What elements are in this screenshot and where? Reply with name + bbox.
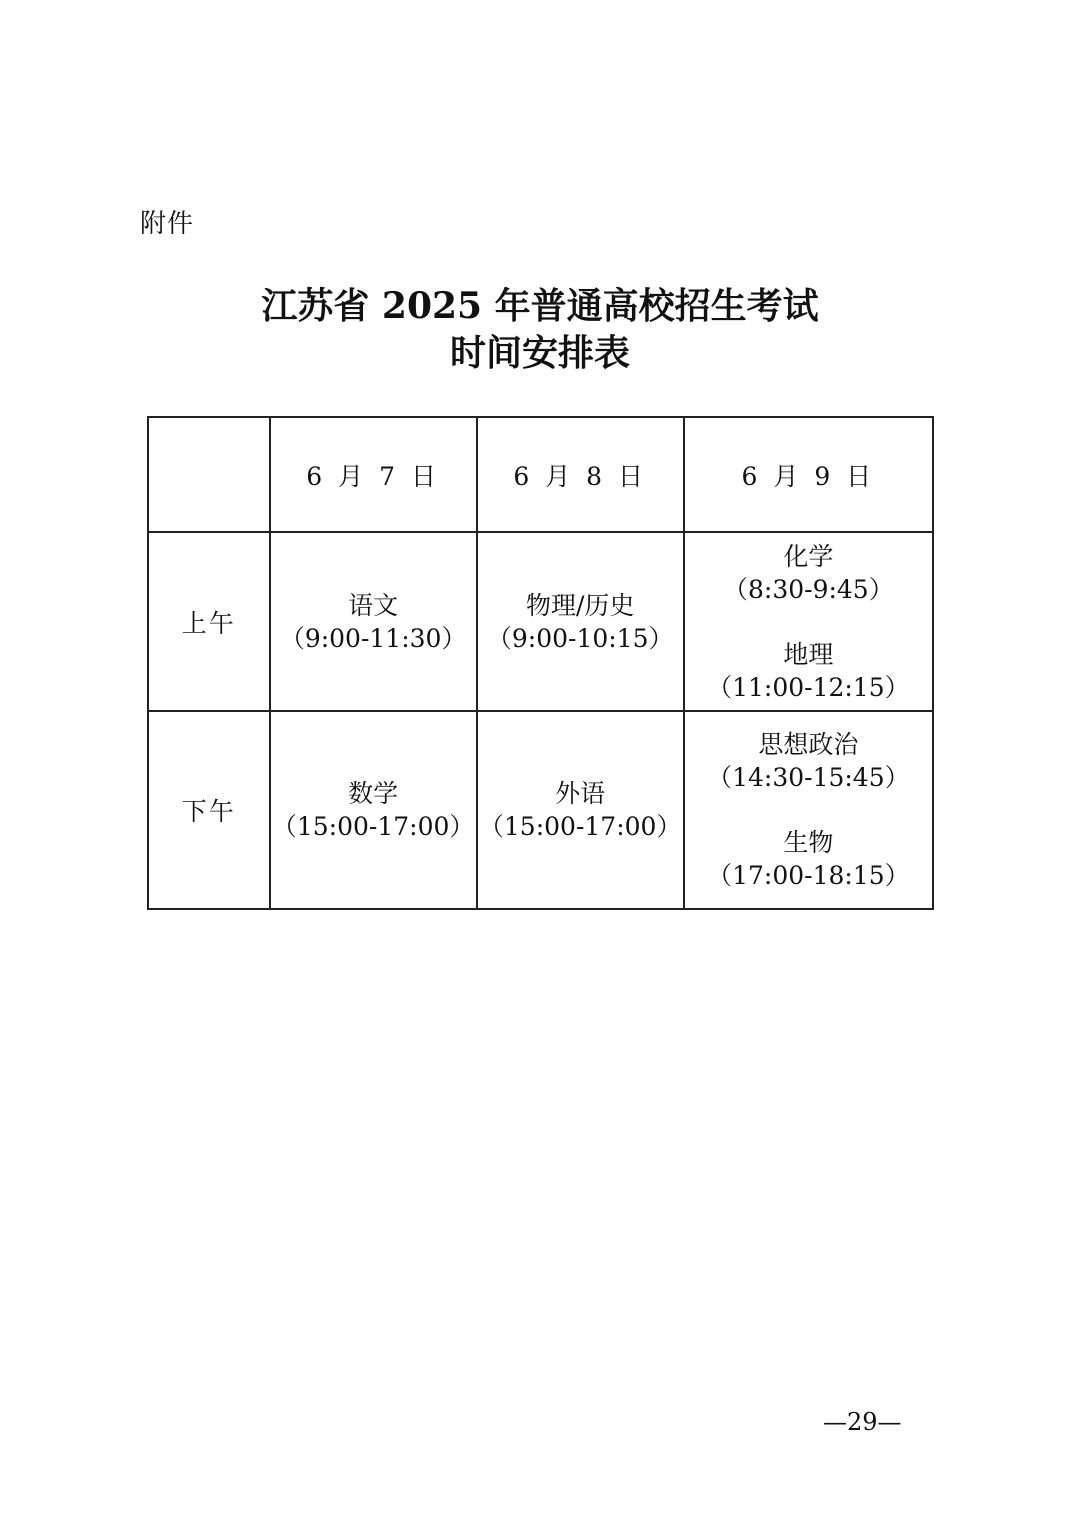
exam-cell [684, 532, 933, 711]
exam-spacer [685, 794, 932, 826]
period-label: 下午 [181, 797, 236, 826]
exam-cell [477, 711, 684, 909]
exam-time: （14:30-15:45） [707, 763, 910, 792]
date-label: 6 月 9 日 [741, 461, 876, 491]
document-subtitle: 时间安排表 [449, 332, 630, 374]
exam-subject: 数学 [348, 779, 399, 808]
exam-entry [478, 589, 683, 655]
exam-time: （15:00-17:00） [271, 812, 475, 841]
exam-schedule-table [147, 416, 934, 910]
table-row-morning [148, 532, 933, 711]
date-header-cell [477, 417, 684, 532]
date-header-cell [684, 417, 933, 532]
exam-subject: 语文 [348, 590, 399, 620]
table-header-row [148, 417, 933, 532]
exam-subject: 化学 [783, 541, 834, 571]
exam-time: （9:00-11:30） [279, 623, 467, 653]
period-label: 上午 [181, 608, 236, 638]
table-row-afternoon [148, 711, 933, 909]
exam-time: （17:00-18:15） [707, 861, 910, 890]
exam-subject: 生物 [783, 828, 834, 857]
exam-cell [477, 532, 684, 711]
exam-entry [271, 589, 476, 655]
page-number: —29— [823, 1408, 902, 1436]
exam-time: （8:30-9:45） [722, 574, 894, 604]
exam-cell [270, 711, 477, 909]
exam-entry [271, 777, 476, 843]
exam-subject: 外语 [555, 779, 606, 808]
date-label: 6 月 8 日 [513, 461, 647, 491]
document-title: 江苏省 2025 年普通高校招生考试 [261, 285, 819, 327]
exam-subject: 地理 [783, 639, 834, 669]
exam-entry [685, 826, 932, 892]
table-corner-cell [148, 417, 270, 532]
exam-entry [685, 638, 932, 704]
exam-cell [684, 711, 933, 909]
exam-entry [478, 777, 683, 843]
exam-time: （15:00-17:00） [478, 812, 682, 841]
period-cell [148, 532, 270, 711]
exam-subject: 物理/历史 [525, 590, 635, 620]
period-cell [148, 711, 270, 909]
date-header-cell [270, 417, 477, 532]
exam-cell [270, 532, 477, 711]
exam-subject: 思想政治 [758, 730, 859, 759]
exam-time: （9:00-10:15） [486, 623, 674, 653]
exam-time: （11:00-12:15） [707, 672, 910, 702]
attachment-label: 附件 [140, 209, 195, 239]
exam-entry [685, 728, 932, 794]
exam-entry [685, 540, 932, 606]
exam-spacer [685, 606, 932, 638]
date-label: 6 月 7 日 [306, 461, 440, 491]
